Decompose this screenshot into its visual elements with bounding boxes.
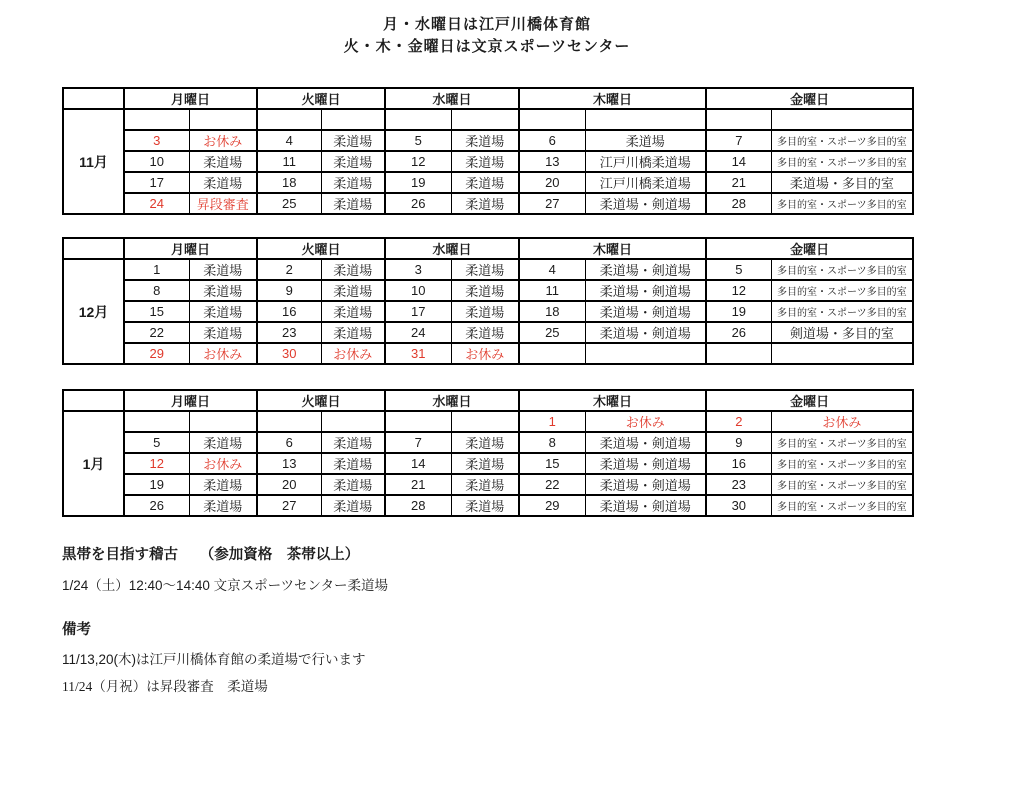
date-cell: 28 (706, 193, 771, 214)
month-label: 1月 (63, 411, 124, 516)
venue-cell: 柔道場 (321, 474, 385, 495)
day-header: 金曜日 (706, 88, 913, 109)
venue-cell: 柔道場 (321, 259, 385, 280)
venue-cell: お休み (321, 343, 385, 364)
schedule-row (63, 322, 913, 343)
schedule-row (63, 432, 913, 453)
date-cell: 25 (257, 193, 321, 214)
date-cell: 4 (519, 259, 585, 280)
venue-cell: 柔道場 (451, 453, 519, 474)
date-cell (706, 109, 771, 130)
venue-cell: 柔道場・剣道場 (585, 193, 706, 214)
venue-cell (585, 109, 706, 130)
venue-cell: 柔道場 (451, 474, 519, 495)
venue-cell: 柔道場 (189, 432, 257, 453)
schedule-row (63, 411, 913, 432)
venue-cell: 柔道場 (189, 474, 257, 495)
day-header: 金曜日 (706, 238, 913, 259)
venue-cell: 柔道場・多目的室 (771, 172, 913, 193)
title-line-2: 火・木・金曜日は文京スポーツセンター (343, 38, 631, 55)
date-cell: 30 (257, 343, 321, 364)
date-cell: 27 (519, 193, 585, 214)
venue-cell (321, 109, 385, 130)
venue-cell: 柔道場 (321, 280, 385, 301)
venue-cell: 柔道場 (451, 172, 519, 193)
date-cell: 17 (385, 301, 451, 322)
venue-cell: 柔道場 (189, 151, 257, 172)
venue-cell: 柔道場 (451, 432, 519, 453)
date-cell: 24 (124, 193, 189, 214)
date-cell: 6 (257, 432, 321, 453)
venue-cell: 昇段審査 (189, 193, 257, 214)
schedule-row (63, 495, 913, 516)
venue-cell: 柔道場 (321, 453, 385, 474)
day-header: 水曜日 (385, 390, 519, 411)
date-cell: 27 (257, 495, 321, 516)
venue-cell: 江戸川橋柔道場 (585, 172, 706, 193)
month-label: 12月 (63, 259, 124, 364)
venue-cell: 柔道場 (321, 172, 385, 193)
date-cell: 2 (257, 259, 321, 280)
date-cell: 5 (124, 432, 189, 453)
schedule-row (63, 193, 913, 214)
venue-cell: 柔道場 (321, 322, 385, 343)
date-cell (257, 411, 321, 432)
day-header: 木曜日 (519, 88, 706, 109)
venue-cell: 柔道場 (451, 259, 519, 280)
date-cell: 22 (519, 474, 585, 495)
venue-cell: 柔道場 (451, 495, 519, 516)
date-cell (706, 343, 771, 364)
date-cell: 1 (519, 411, 585, 432)
date-cell: 8 (124, 280, 189, 301)
venue-cell (771, 109, 913, 130)
schedule-row (63, 453, 913, 474)
date-cell (385, 109, 451, 130)
date-cell: 5 (385, 130, 451, 151)
date-cell: 29 (124, 343, 189, 364)
venue-cell: 多目的室・スポーツ多目的室 (771, 495, 913, 516)
schedule-row (63, 280, 913, 301)
schedule-row (63, 109, 913, 130)
date-cell: 18 (519, 301, 585, 322)
day-header: 水曜日 (385, 88, 519, 109)
venue-cell: 多目的室・スポーツ多目的室 (771, 280, 913, 301)
venue-cell (189, 411, 257, 432)
corner-cell (63, 390, 124, 411)
date-cell: 14 (385, 453, 451, 474)
schedule-table-january (62, 389, 914, 517)
venue-cell: 多目的室・スポーツ多目的室 (771, 301, 913, 322)
day-header: 木曜日 (519, 238, 706, 259)
schedule-row (63, 343, 913, 364)
venue-cell: 柔道場・剣道場 (585, 259, 706, 280)
date-cell: 31 (385, 343, 451, 364)
venue-cell: 多目的室・スポーツ多目的室 (771, 259, 913, 280)
date-cell: 16 (257, 301, 321, 322)
venue-cell: 柔道場 (189, 259, 257, 280)
date-cell (519, 343, 585, 364)
date-cell: 7 (385, 432, 451, 453)
date-cell: 19 (706, 301, 771, 322)
date-cell (385, 411, 451, 432)
date-cell: 2 (706, 411, 771, 432)
venue-cell: 柔道場 (321, 432, 385, 453)
venue-cell: 江戸川橋柔道場 (585, 151, 706, 172)
date-cell: 10 (124, 151, 189, 172)
venue-cell: 剣道場・多目的室 (771, 322, 913, 343)
date-cell: 9 (257, 280, 321, 301)
venue-cell (321, 411, 385, 432)
schedule-row (63, 259, 913, 280)
venue-cell (585, 343, 706, 364)
date-cell: 6 (519, 130, 585, 151)
date-cell: 20 (257, 474, 321, 495)
date-cell: 17 (124, 172, 189, 193)
venue-cell: 柔道場・剣道場 (585, 280, 706, 301)
venue-cell: 柔道場 (321, 130, 385, 151)
date-cell: 15 (124, 301, 189, 322)
date-cell: 19 (124, 474, 189, 495)
day-header: 金曜日 (706, 390, 913, 411)
venue-cell: 柔道場 (189, 495, 257, 516)
venue-cell: お休み (189, 453, 257, 474)
date-cell: 7 (706, 130, 771, 151)
date-cell (519, 109, 585, 130)
venue-cell: 柔道場・剣道場 (585, 453, 706, 474)
day-header: 火曜日 (257, 238, 385, 259)
venue-cell: 柔道場 (189, 172, 257, 193)
venue-cell: 柔道場・剣道場 (585, 495, 706, 516)
venue-cell: 柔道場 (189, 322, 257, 343)
title-line-1: 月・水曜日は江戸川橋体育館 (382, 16, 591, 33)
remarks-heading: 備考 (62, 622, 91, 638)
date-cell: 9 (706, 432, 771, 453)
date-cell: 28 (385, 495, 451, 516)
venue-cell: 柔道場 (321, 301, 385, 322)
venue-cell: お休み (189, 343, 257, 364)
venue-cell: 多目的室・スポーツ多目的室 (771, 193, 913, 214)
date-cell: 21 (385, 474, 451, 495)
date-cell: 26 (706, 322, 771, 343)
date-cell: 24 (385, 322, 451, 343)
venue-cell: お休み (585, 411, 706, 432)
venue-cell (451, 109, 519, 130)
venue-cell: お休み (451, 343, 519, 364)
day-header: 火曜日 (257, 390, 385, 411)
day-header: 木曜日 (519, 390, 706, 411)
date-cell: 12 (706, 280, 771, 301)
date-cell: 23 (257, 322, 321, 343)
venue-cell: 多目的室・スポーツ多目的室 (771, 432, 913, 453)
date-cell: 26 (385, 193, 451, 214)
date-cell: 11 (519, 280, 585, 301)
date-cell: 13 (257, 453, 321, 474)
date-cell: 3 (385, 259, 451, 280)
date-cell: 30 (706, 495, 771, 516)
schedule-row (63, 130, 913, 151)
day-header: 月曜日 (124, 390, 257, 411)
venue-cell: 多目的室・スポーツ多目的室 (771, 151, 913, 172)
notes-section (62, 547, 912, 695)
venue-cell: 柔道場 (451, 280, 519, 301)
venue-cell: 柔道場 (585, 130, 706, 151)
date-cell: 8 (519, 432, 585, 453)
date-cell: 10 (385, 280, 451, 301)
date-cell: 19 (385, 172, 451, 193)
venue-cell: 柔道場 (451, 151, 519, 172)
date-cell: 16 (706, 453, 771, 474)
remarks-line-2: 11/24（月祝）は昇段審査 柔道場 (62, 679, 268, 694)
date-cell: 22 (124, 322, 189, 343)
venue-cell: 多目的室・スポーツ多目的室 (771, 453, 913, 474)
date-cell: 12 (124, 453, 189, 474)
venue-cell: お休み (771, 411, 913, 432)
venue-cell: 柔道場 (321, 151, 385, 172)
corner-cell (63, 88, 124, 109)
date-cell: 29 (519, 495, 585, 516)
venue-cell: 柔道場・剣道場 (585, 322, 706, 343)
remarks-line-1: 11/13,20(木)は江戸川橋体育館の柔道場で行います (62, 652, 366, 667)
venue-cell: 柔道場 (451, 193, 519, 214)
venue-cell: 柔道場 (189, 301, 257, 322)
schedule-row (63, 151, 913, 172)
black-belt-practice-detail: 1/24（土）12:40～14:40 文京スポーツセンター柔道場 (62, 578, 389, 593)
venue-cell: 柔道場・剣道場 (585, 474, 706, 495)
date-cell: 11 (257, 151, 321, 172)
date-cell: 20 (519, 172, 585, 193)
page-title (62, 14, 912, 58)
date-cell: 14 (706, 151, 771, 172)
schedule-table-november (62, 87, 914, 215)
venue-cell (189, 109, 257, 130)
venue-cell (451, 411, 519, 432)
black-belt-practice-heading: 黒帯を目指す稽古 （参加資格 茶帯以上） (62, 547, 360, 563)
venue-cell: 柔道場 (321, 495, 385, 516)
day-header: 火曜日 (257, 88, 385, 109)
date-cell: 26 (124, 495, 189, 516)
day-header: 月曜日 (124, 238, 257, 259)
schedule-row (63, 172, 913, 193)
date-cell: 12 (385, 151, 451, 172)
date-cell: 15 (519, 453, 585, 474)
date-cell: 23 (706, 474, 771, 495)
date-cell (257, 109, 321, 130)
venue-cell: 柔道場 (451, 130, 519, 151)
day-header: 水曜日 (385, 238, 519, 259)
date-cell: 18 (257, 172, 321, 193)
date-cell: 13 (519, 151, 585, 172)
date-cell: 5 (706, 259, 771, 280)
venue-cell: 多目的室・スポーツ多目的室 (771, 130, 913, 151)
venue-cell: 柔道場 (189, 280, 257, 301)
venue-cell: 柔道場 (321, 193, 385, 214)
month-label: 11月 (63, 109, 124, 214)
date-cell: 1 (124, 259, 189, 280)
venue-cell: 柔道場・剣道場 (585, 432, 706, 453)
venue-cell (771, 343, 913, 364)
venue-cell: 柔道場 (451, 301, 519, 322)
date-cell: 25 (519, 322, 585, 343)
schedule-row (63, 301, 913, 322)
corner-cell (63, 238, 124, 259)
venue-cell: 柔道場 (451, 322, 519, 343)
schedule-table-december (62, 237, 914, 365)
venue-cell: 多目的室・スポーツ多目的室 (771, 474, 913, 495)
date-cell (124, 411, 189, 432)
day-header: 月曜日 (124, 88, 257, 109)
venue-cell: 柔道場・剣道場 (585, 301, 706, 322)
date-cell: 4 (257, 130, 321, 151)
venue-cell: お休み (189, 130, 257, 151)
date-cell: 21 (706, 172, 771, 193)
date-cell: 3 (124, 130, 189, 151)
schedule-row (63, 474, 913, 495)
date-cell (124, 109, 189, 130)
